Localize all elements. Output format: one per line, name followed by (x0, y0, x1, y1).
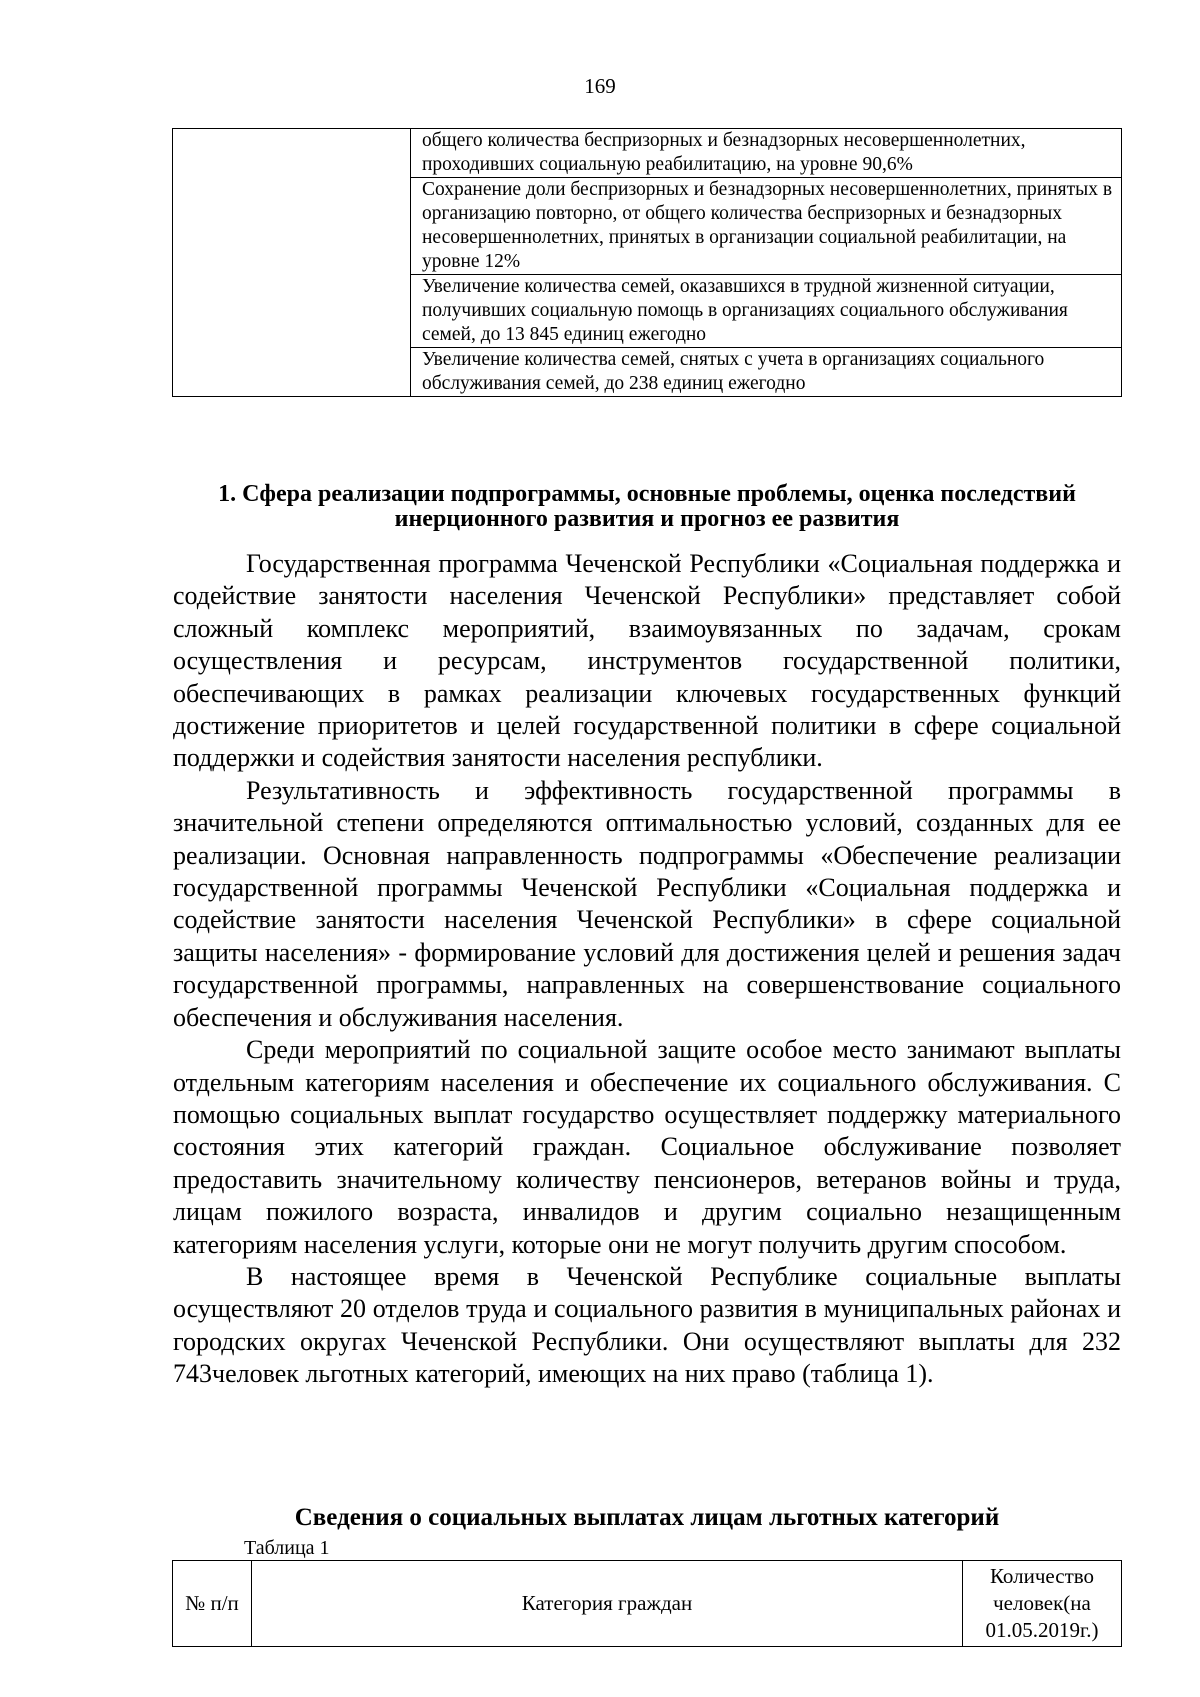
header-category: Категория граждан (252, 1561, 963, 1647)
page-number: 169 (584, 74, 616, 98)
paragraph: В настоящее время в Чеченской Республике социальные выплаты осуществляют 20 отделов труда и социального развития в муниципальных районах и городских округах Чеченской Республики. Они осуществляют выплаты для 232 743человек льготных категорий, имеющих на них право (таблица 1). (173, 1261, 1121, 1389)
table-cell-empty (173, 129, 411, 397)
table-cell: Сохранение доли беспризорных и безнадзорных несовершеннолетних, принятых в организацию повторно, от общего количества беспризорных и безнадзорных несовершеннолетних, принятых в организации социальной реабилитации, на уровне 12% (411, 178, 1122, 275)
table-header-row (173, 1561, 1122, 1647)
header-number: № п/п (173, 1561, 252, 1647)
social-payments-table (172, 1560, 1122, 1647)
table-row (173, 129, 1122, 178)
table-label: Таблица 1 (244, 1537, 330, 1559)
paragraph: Результативность и эффективность государственной программы в значительной степени определяются оптимальностью условий, созданных для ее реализации. Основная направленность подпрограммы «Обеспечение реализации государственной программы Чеченской Республики «Социальная поддержка и содействие занятости населения Чеченской Республики» в сфере социальной защиты населения» - формирование условий для достижения целей и решения задач государственной программы, направленных на совершенствование социального обеспечения и обслуживания населения. (173, 775, 1121, 1032)
header-count: Количество человек(на 01.05.2019г.) (963, 1561, 1122, 1647)
paragraph: Среди мероприятий по социальной защите особое место занимают выплаты отдельным категориям населения и обеспечение их социального обслуживания. С помощью социальных выплат государство осуществляет поддержку материального состояния этих категорий граждан. Социальное обслуживание позволяет предоставить значительному количеству пенсионеров, ветеранов войны и труда, лицам пожилого возраста, инвалидов и другим социально незащищенным категориям населения услуги, которые они не могут получить другим способом. (173, 1035, 1121, 1259)
table-cell: общего количества беспризорных и безнадзорных несовершеннолетних, проходивших социальную реабилитацию, на уровне 90,6% (411, 129, 1122, 178)
section-body (173, 548, 1121, 1391)
table-caption: Сведения о социальных выплатах лицам льготных категорий (294, 1504, 1000, 1531)
table-cell: Увеличение количества семей, оказавшихся в трудной жизненной ситуации, получивших социальную помощь в организациях социального обслуживания семей, до 13 845 единиц ежегодно (411, 275, 1122, 348)
paragraph: Государственная программа Чеченской Республики «Социальная поддержка и содействие занятости населения Чеченской Республики» представляет собой сложный комплекс мероприятий, взаимоувязанных по задачам, срокам осуществления и ресурсам, инструментов государственной политики, обеспечивающих в рамках реализации ключевых государственных функций достижение приоритетов и целей государственной политики в сфере социальной поддержки и содействия занятости населения республики. (173, 549, 1121, 773)
table-cell: Увеличение количества семей, снятых с учета в организациях социального обслуживания семей, до 238 единиц ежегодно (411, 348, 1122, 397)
section-heading: 1. Сфера реализации подпрограммы, основные проблемы, оценка последствий инерционного развития и прогноз ее развития (218, 481, 1076, 532)
indicators-table (172, 128, 1122, 397)
